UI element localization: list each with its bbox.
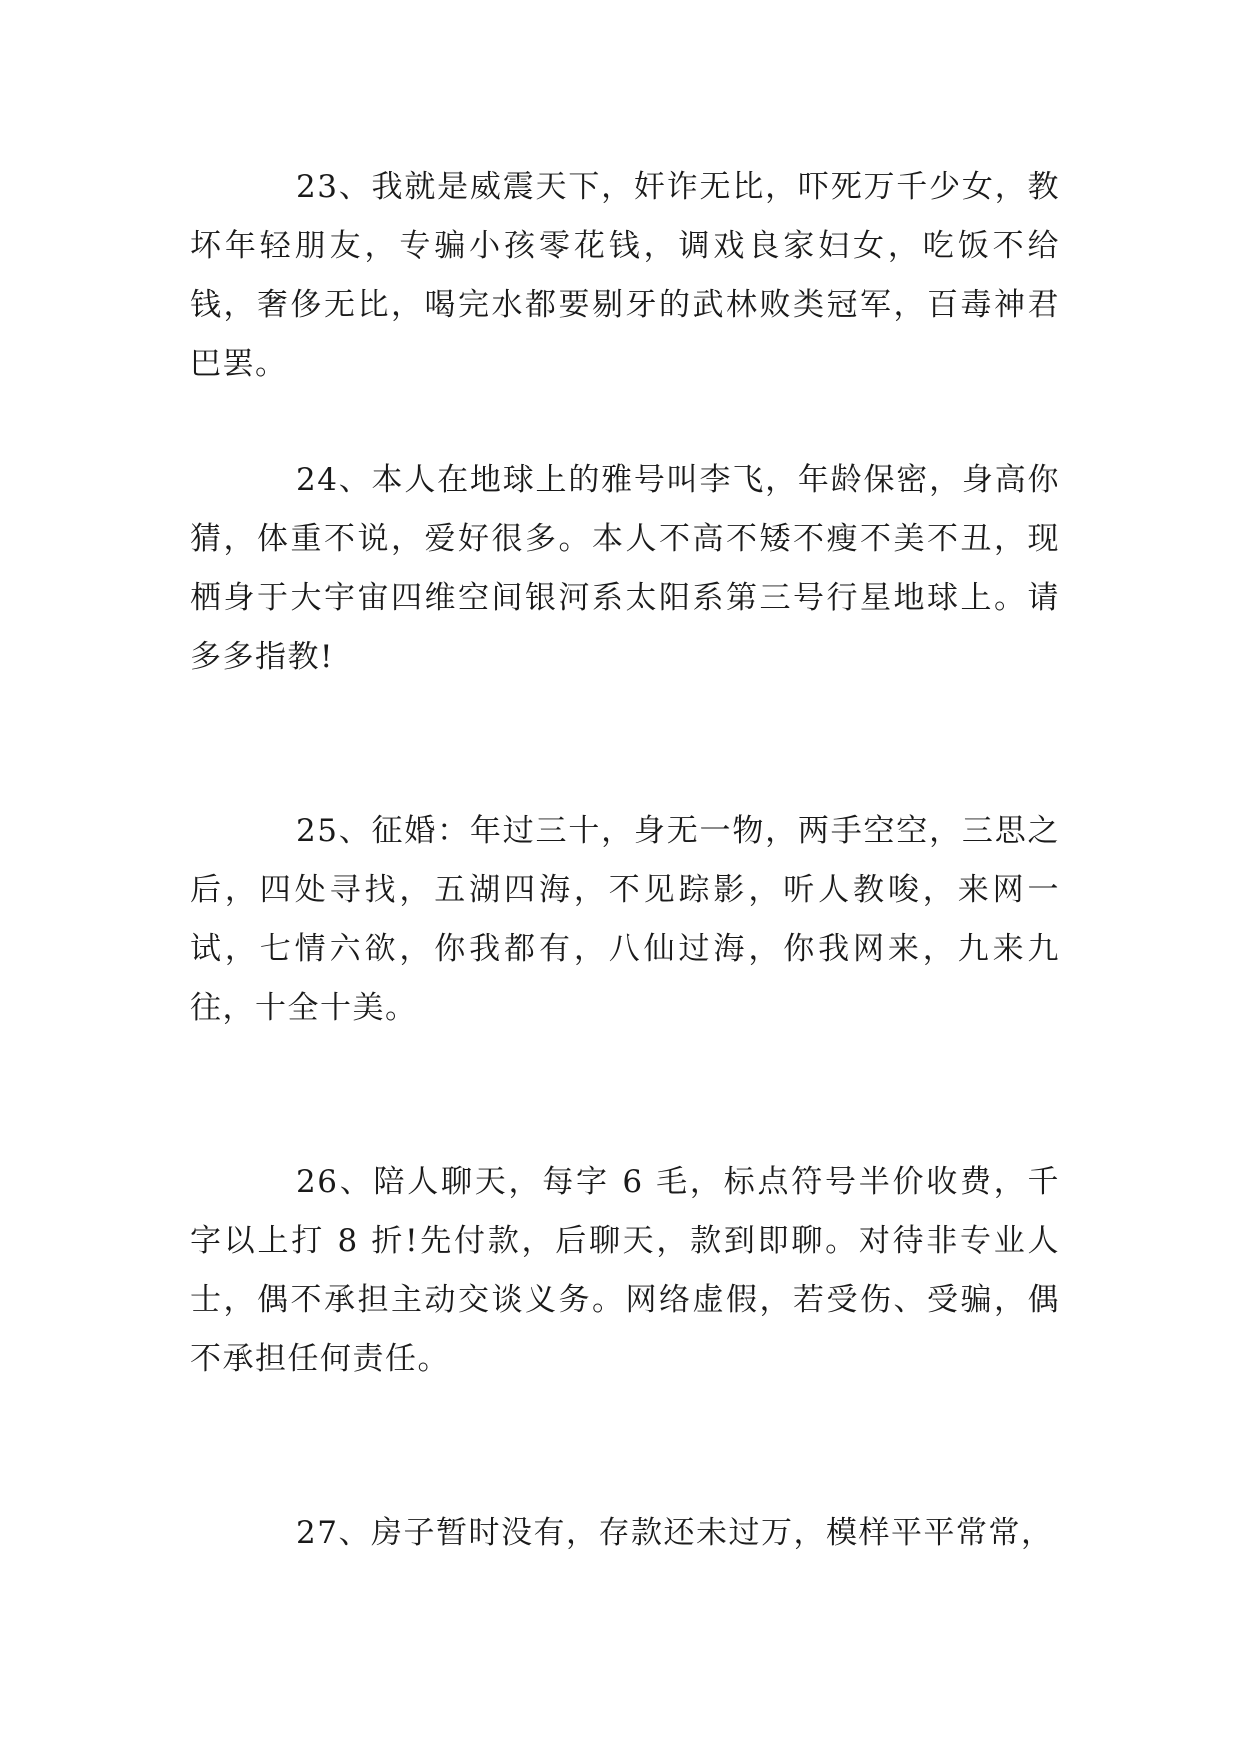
paragraph-25: 25、征婚：年过三十，身无一物，两手空空，三思之后，四处寻找，五湖四海，不见踪影，听人教唆，来网一试，七情六欲，你我都有，八仙过海，你我网来，九来九往，十全十美。 bbox=[190, 813, 1060, 1026]
paragraph-26: 26、陪人聊天，每字 6 毛，标点符号半价收费，千字以上打 8 折!先付款，后聊天，款到即聊。对待非专业人士，偶不承担主动交谈义务。网络虚假，若受伤、受骗，偶不承担任何责任。 bbox=[190, 1164, 1060, 1377]
paragraph-27: 27、房子暂时没有，存款还未过万，模样平平常常， bbox=[296, 1515, 1054, 1551]
paragraph-24: 24、本人在地球上的雅号叫李飞，年龄保密，身高你猜，体重不说，爱好很多。本人不高不矮不瘦不美不丑，现栖身于大宇宙四维空间银河系太阳系第三号行星地球上。请多多指教! bbox=[190, 462, 1060, 675]
paragraph-23: 23、我就是威震天下，奸诈无比，吓死万千少女，教坏年轻朋友，专骗小孩零花钱，调戏良家妇女，吃饭不给钱，奢侈无比，喝完水都要剔牙的武林败类冠军，百毒神君巴罢。 bbox=[190, 169, 1060, 382]
